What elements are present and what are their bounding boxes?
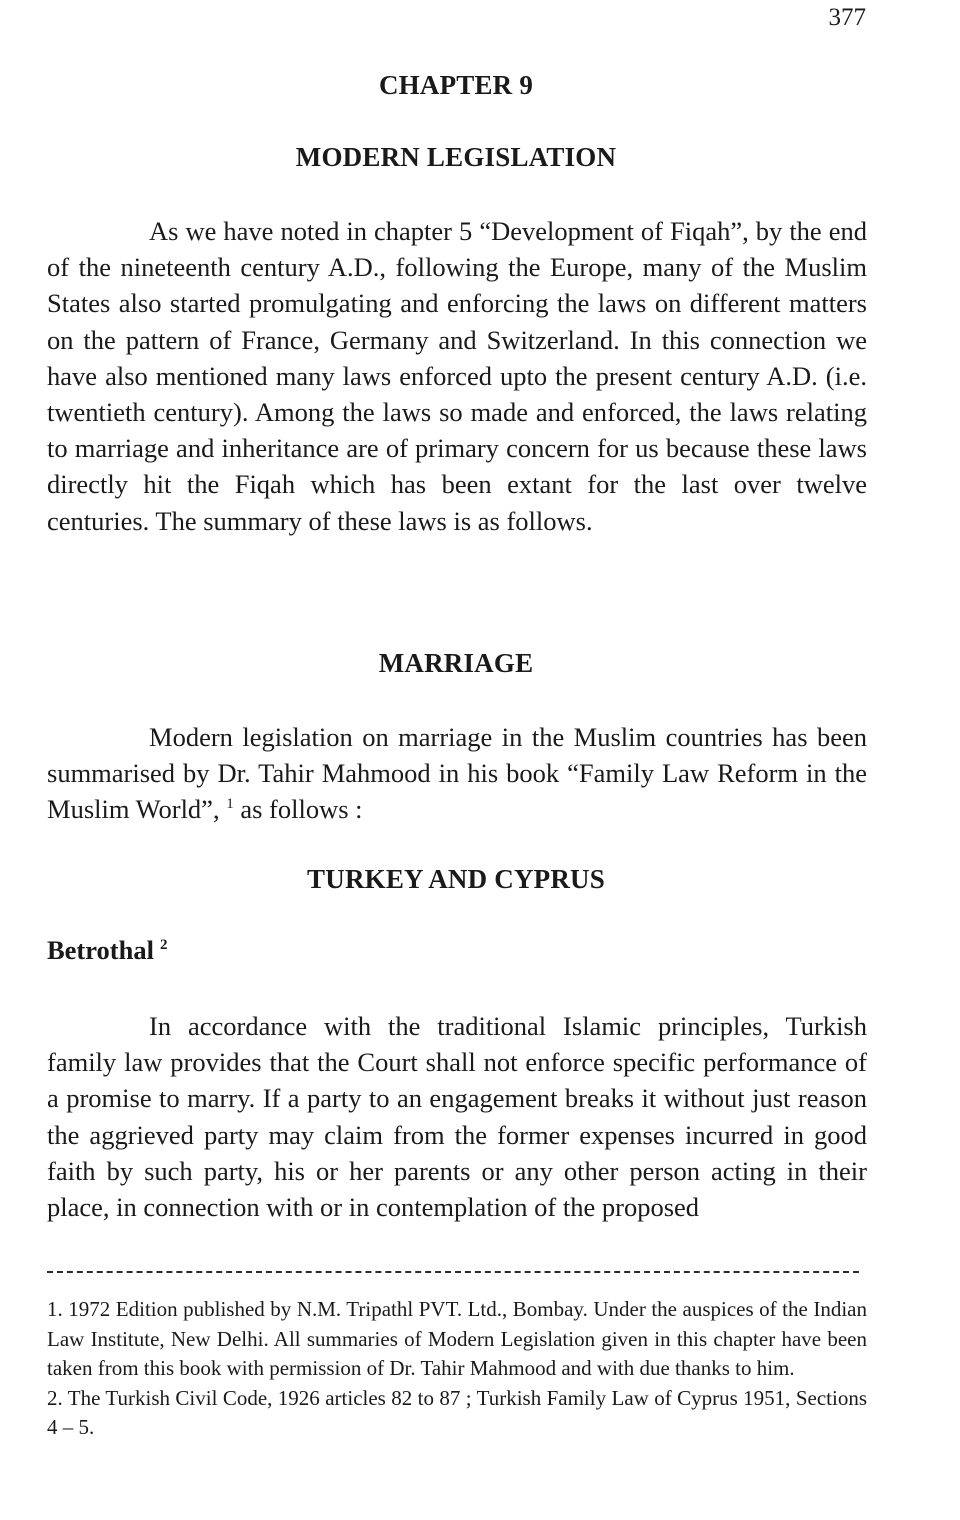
footnote-separator [47,1271,859,1273]
subheading-betrothal-label: Betrothal [47,935,154,965]
marriage-paragraph-text: Modern legislation on marriage in the Muslim countries has been summarised by Dr. Tahir Mahmood in his book “Family Law Reform in the Muslim World”, [47,722,867,825]
chapter-number: CHAPTER 9 [378,70,534,100]
subheading-betrothal [47,935,167,966]
footnotes [47,1295,867,1443]
marriage-paragraph [47,719,867,828]
marriage-paragraph-tail: as follows : [240,794,363,825]
chapter-title: MODERN LEGISLATION [295,142,617,172]
section-heading-marriage: MARRIAGE [378,648,534,678]
footnote-reference-1: 1 [226,796,234,813]
betrothal-paragraph: In accordance with the traditional Islamic principles, Turkish family law provides that the Court shall not enforce specific performance of a promise to marry. If a party to an engagement breaks it without just reason the aggrieved party may claim from the former expenses incurred in good faith by such party, his or her parents or any other person acting in their place, in connection with or in contemplation of the proposed [47,1011,867,1223]
footnote-2: 2. The Turkish Civil Code, 1926 articles 82 to 87 ; Turkish Family Law of Cyprus 1951, Sections 4 – 5. [47,1385,867,1439]
footnote-1: 1. 1972 Edition published by N.M. Tripathl PVT. Ltd., Bombay. Under the auspices of the Indian Law Institute, New Delhi. All summaries of Modern Legislation given in this chapter have been taken from this book with permission of Dr. Tahir Mahmood and with due thanks to him. [47,1297,867,1380]
page-number: 377 [828,4,866,31]
footnote-reference-2: 2 [159,937,168,954]
section-heading-turkey-cyprus: TURKEY AND CYPRUS [307,864,605,894]
intro-paragraph: As we have noted in chapter 5 “Development of Fiqah”, by the end of the nineteenth century A.D., following the Europe, many of the Muslim States also started promulgating and enforcing the laws on different matters on the pattern of France, Germany and Switzerland. In this connection we have also mentioned many laws enforced upto the present century A.D. (i.e. twentieth century). Among the laws so made and enforced, the laws relating to marriage and inheritance are of primary concern for us because these laws directly hit the Fiqah which has been extant for the last over twelve centuries. The summary of these laws is as follows. [47,216,867,536]
